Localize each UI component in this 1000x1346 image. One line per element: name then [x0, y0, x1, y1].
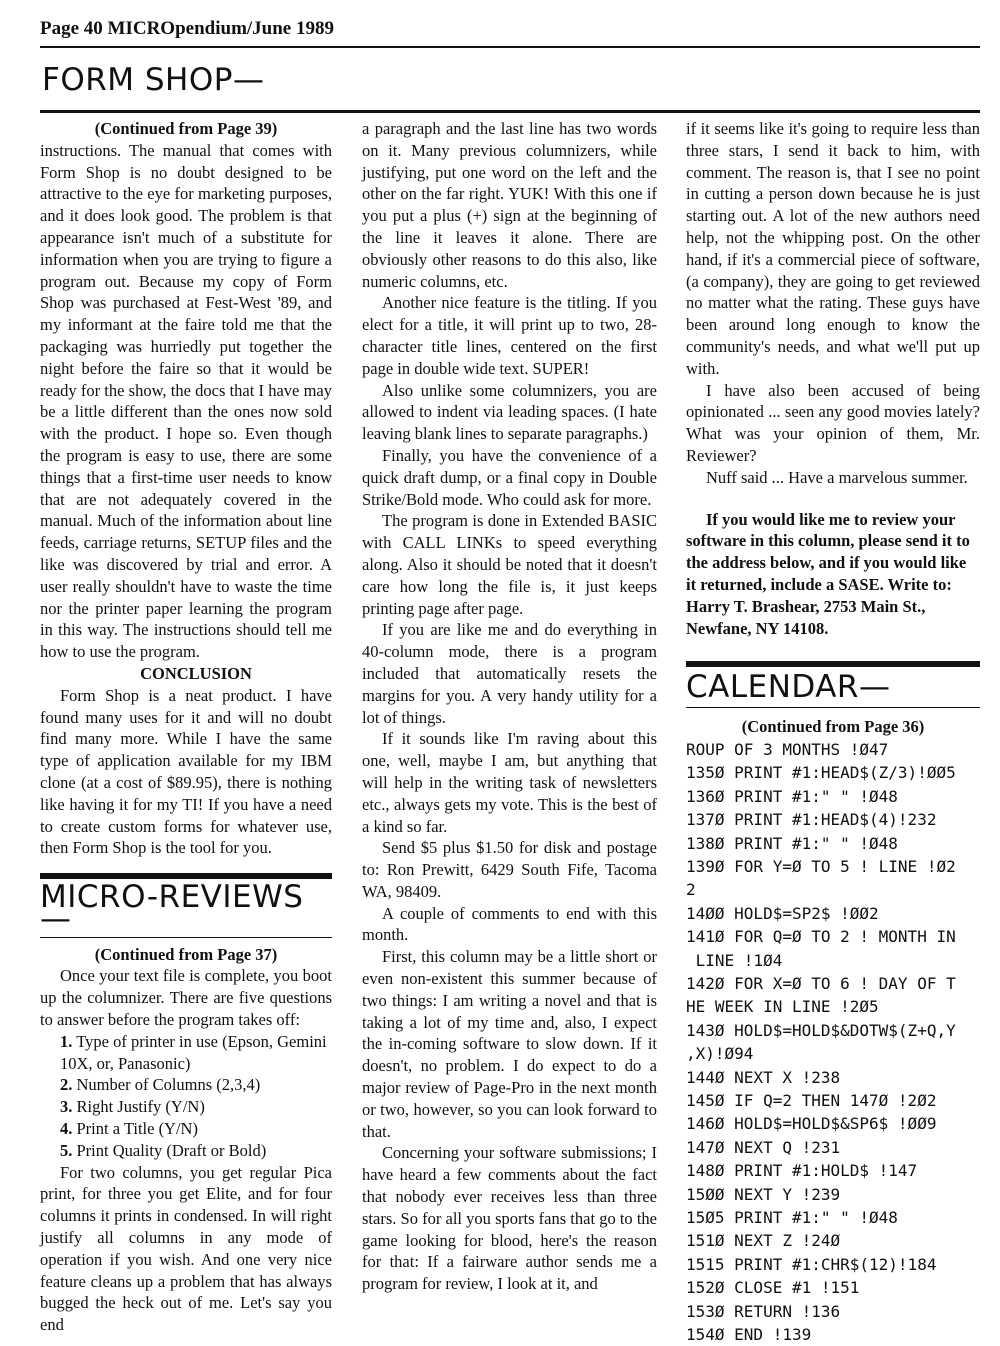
micro-reviews-paragraph: If it sounds like I'm raving about this one, well, maybe I am, but anything that will help in the writing task of newsletters etc., always gets my vote. This is the best of a kind so far. — [362, 729, 657, 836]
micro-reviews-paragraph: Finally, you have the convenience of a quick draft dump, or a final copy in Double Strike/Bold mode. Who could ask for more. — [362, 445, 657, 509]
micro-reviews-paragraph: First, this column may be a little short or even non-existent this summer because of two things: I am writing a novel and that is taking a lot of my time and, also, I expect the in-coming software to slow down. If it doesn't, no problem. I do expect to do a major review of Page-Pro in the next month or two, however, so you can look forward to that. — [362, 947, 657, 1141]
micro-reviews-paragraph: If you are like me and do everything in 40-column mode, there is a program included that automatically resets the margins for you. A very handy utility for a lot of things. — [362, 620, 657, 727]
micro-reviews-paragraph: Nuff said ... Have a marvelous summer. — [706, 467, 968, 487]
micro-reviews-paragraph: For two columns, you get regular Pica print, for three you get Elite, and for four columns it prints in condensed. In will right justify all columns in any mode of operation if you wish. And one very nice feature cleans up a problem that has always bugged the heck out of me. Let's say you end — [40, 1162, 332, 1335]
micro-reviews-paragraph: Concerning your software submissions; I have heard a few comments about the fact that nobody ever receives less than three stars. So for all you sports fans that go to the game looking for blood, here's the reason for that: If a fairware author sends me a program for review, I look at it, and — [362, 1143, 657, 1294]
list-item: 1. Type of printer in use (Epson, Gemini 10X, or, Panasonic) — [60, 1031, 327, 1073]
list-item: 2. Number of Columns (2,3,4) — [60, 1075, 261, 1095]
list-item: 4. Print a Title (Y/N) — [60, 1119, 198, 1139]
micro-reviews-paragraph: if it seems like it's going to require less than three stars, I send it back to him, with comment. The reason is, that I see no point in cutting a person down because he is just starting out. A lot of the new authors need help, not the whipping post. On the other hand, if it's a commercial piece of software, (a company), they are going to get reviewed no matter what the rating. These guys have been around long enough to know the community's needs, and what we'll put up with. — [686, 119, 980, 378]
form-shop-title: FORM SHOP— — [42, 62, 265, 98]
micro-reviews-paragraph: Also unlike some columnizers, you are allowed to indent via leading spaces. (I hate leaving blank lines to separate paragraphs.) — [362, 380, 657, 444]
form-shop-paragraph: Form Shop is a neat product. I have found many uses for it and will no doubt find many more. While I have the same type of application available for my IBM clone (at a cost of $89.95), there is nothing like having it for my TI! If you have a need to create custom forms for whatever use, then Form Shop is the tool for you. — [40, 685, 332, 858]
continued-note: (Continued from Page 36) — [741, 717, 925, 737]
form-shop-paragraph: instructions. The manual that comes with Form Shop is no doubt designed to be attractive to the eye for marketing purposes, and it does look good. The problem is that appearance isn't much of a substitute for information when you are trying to figure a program out. Because my copy of Form Shop was purchased at Fest-West '89, and my informant at the faire told me that the packaging was hurriedly put together the night before the faire so that it would be ready for the show, the docs that I have may be a little different than the ones now sold with the product. I hope so. Even though the program is easy to use, there are some things that a first-time user needs to know that are not adequately covered in the manual. Much of the information about line feeds, carriage returns, SETUP files and the like was discovered by trial and error. A user really shouldn't have to waste the time nor the printer paper learning the program in this way. The instructions should tell me how to use the program. — [40, 140, 332, 662]
calendar-rule — [686, 661, 980, 667]
list-item: 3. Right Justify (Y/N) — [60, 1097, 205, 1117]
calendar-title: CALENDAR— — [686, 669, 891, 706]
micro-reviews-paragraph: Once your text file is complete, you boot up the columnizer. There are five questions to answer before the program takes off: — [40, 966, 332, 1030]
column-2 — [362, 118, 657, 1295]
top-rule — [40, 46, 980, 48]
conclusion-heading: CONCLUSION — [140, 663, 252, 683]
micro-reviews-title: MICRO-REVIEWS— — [40, 879, 304, 937]
micro-reviews-paragraph: I have also been accused of being opinionated ... seen any good movies lately? What was your opinion of them, Mr. Reviewer? — [686, 380, 980, 465]
micro-reviews-paragraph: a paragraph and the last line has two words on it. Many previous columnizers, while justifying, put one word on the left and the other on the far right. YUK! With this one if you put a plus (+) sign at the beginning of the line it leaves it alone. There are obviously other reasons to do this also, like numeric columns, etc. — [362, 119, 657, 291]
micro-reviews-paragraph: A couple of comments to end with this month. — [362, 903, 657, 945]
micro-reviews-paragraph: Another nice feature is the titling. If you elect for a title, it will print up to two, 28-character title lines, centered on the first page in double wide text. SUPER! — [362, 293, 657, 378]
column-3 — [686, 118, 980, 1346]
review-submission-note: If you would like me to review your software in this column, please send it to the address below, and if you would like it returned, include a SASE. Write to: Harry T. Brashear, 2753 Main St., Newfane, NY 14108. — [686, 509, 970, 638]
micro-reviews-paragraph: The program is done in Extended BASIC with CALL LINKs to speed everything along. Also it should be noted that it doesn't care how long the file is, it just keeps printing page after page. — [362, 511, 657, 618]
list-item: 5. Print Quality (Draft or Bold) — [60, 1140, 267, 1160]
continued-note: (Continued from Page 37) — [94, 944, 278, 964]
continued-note: (Continued from Page 39) — [94, 119, 278, 138]
form-shop-rule — [40, 110, 980, 113]
calendar-code-listing: ROUP OF 3 MONTHS !Ø47 135Ø PRINT #1:HEAD$(Z/3)!ØØ5 136Ø PRINT #1:" " !Ø48 137Ø PRINT #1:HEAD$(4)!232 138Ø PRINT #1:" " !Ø48 139Ø FOR Y=Ø TO 5 ! LINE !Ø2 2 14ØØ HOLD$=SP2$ !ØØ2 141Ø FOR Q=Ø TO 2 ! MONTH IN LINE !1Ø4 142Ø FOR X=Ø TO 6 ! DAY OF T HE WEEK IN LINE !2Ø5 143Ø HOLD$=HOLD$&DOTW$(Z+Q,Y ,X)!Ø94 144Ø NEXT X !238 145Ø IF Q=2 THEN 147Ø !2Ø2 146Ø HOLD$=HOLD$&SP6$ !ØØ9 147Ø NEXT Q !231 148Ø PRINT #1:HOLD$ !147 15ØØ NEXT Y !239 15Ø5 PRINT #1:" " !Ø48 151Ø NEXT Z !24Ø 1515 PRINT #1:CHR$(12)!184 152Ø CLOSE #1 !151 153Ø RETURN !136 154Ø END !139 — [686, 739, 956, 1345]
page-folio: Page 40 MICROpendium/June 1989 — [40, 18, 334, 39]
micro-reviews-paragraph: Send $5 plus $1.50 for disk and postage to: Ron Prewitt, 6429 South Fife, Tacoma WA, 98409. — [362, 838, 657, 901]
column-1 — [40, 118, 332, 1336]
